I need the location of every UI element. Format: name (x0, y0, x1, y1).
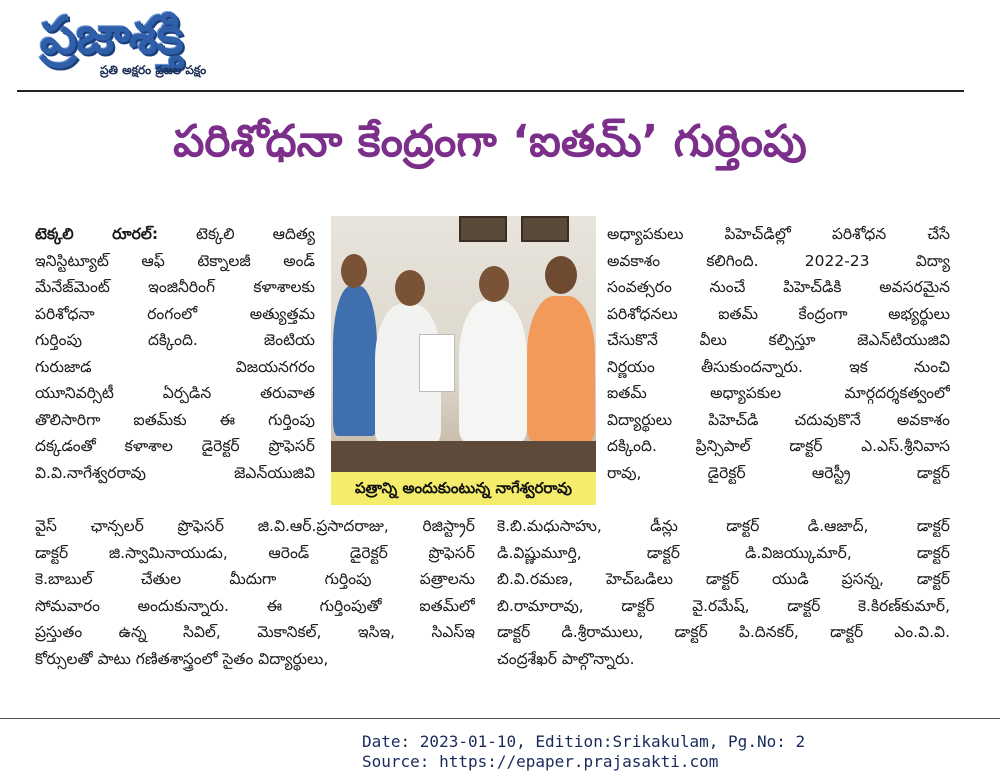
article-photo (331, 216, 596, 505)
article-line: విద్యార్థులు పిహెచ్‌డి చదువుకొనే అవకాశం (607, 410, 950, 429)
article-line: బి.రామారావు, డాక్టర్‌ వై.రమేష్‌, డాక్టర్‌ కె.కిరణ్‌కుమార్‌, (497, 596, 950, 615)
person-head (395, 270, 425, 306)
article-line: దక్కింది. ప్రిన్సిపాల్‌ డాక్టర్‌ ఎ.ఎస్‌.శ్రీనివాస (607, 437, 950, 455)
article-line: దక్కడంతో కళాశాల డైరెక్టర్‌ ప్రొఫెసర్‌ (35, 437, 315, 455)
certificate (419, 334, 455, 392)
person-head (545, 256, 577, 294)
article-column-right-lower (497, 513, 950, 672)
article-line: పరిశోధనలు ఐతమ్‌ కేంద్రంగా అభ్యర్థులు (607, 304, 950, 323)
person-figure (459, 300, 527, 442)
article-line: బి.వి.రమణ, హెచ్‌ఒడిలు డాక్టర్‌ యుడి ప్రసన్న, డాక్టర్‌ (497, 570, 950, 588)
article-line: కె.బాబుల్‌ చేతుల మీదుగా గుర్తింపు పత్రాలను (35, 570, 475, 588)
article-line: డాక్టర్‌ డి.శ్రీరాములు, డాక్టర్‌ పి.దినకర్‌, డాక్టర్‌ ఎం.వి.వి. (497, 623, 950, 641)
article-line: అధ్యాపకులు పిహెచ్‌డిల్లో పరిశోధన చేసే (607, 225, 950, 243)
article-dateline: టెక్కలి రూరల్‌: (35, 225, 159, 243)
article-column-left-lower (35, 513, 475, 672)
article-line: రావు, డైరెక్టర్‌ ఆరెస్ట్రీ డాక్టర్‌ (607, 463, 950, 482)
article-line: వైస్‌ ఛాన్సలర్‌ ప్రొఫెసర్‌ జి.వి.ఆర్‌.ప్రసాదరాజు, రిజిస్ట్రార్‌ (35, 517, 475, 535)
article-headline: పరిశోధనా కేంద్రంగా ‘ఐతమ్‌’ గుర్తింపు (173, 116, 807, 167)
person-head (341, 254, 367, 288)
footer-source-line: Source: https://epaper.prajasakti.com (362, 752, 719, 771)
article-line: మేనేజ్‌మెంట్‌ ఇంజినీరింగ్‌ కళాశాలకు (35, 278, 315, 296)
article-line: యూనివర్సిటీ ఏర్పడిన తరువాత (35, 384, 315, 402)
article-line: పరిశోధనా రంగంలో అత్యుత్తమ (35, 304, 315, 323)
masthead (40, 5, 320, 85)
article-line: అవకాశం కలిగింది. 2022-23 విద్యా (607, 251, 950, 270)
article-line: ఇనిస్టిట్యూట్‌ ఆఫ్‌ టెక్నాలజీ అండ్‌ (35, 251, 315, 270)
header-divider (17, 90, 964, 92)
footer-date-line: Date: 2023-01-10, Edition:Srikakulam, Pg.No: 2 (362, 732, 806, 751)
person-figure (333, 286, 377, 436)
article-column-right (607, 221, 950, 486)
footer-divider (0, 718, 1000, 719)
article-line: కోర్సులతో పాటు గణితశాస్త్రంలో సైతం విద్యార్థులు, (35, 649, 329, 668)
wall-frame (459, 216, 507, 242)
article-column-left (35, 221, 315, 486)
masthead-logo: ప్రజాశక్తి (40, 6, 183, 66)
photo-caption: పత్రాన్ని అందుకుంటున్న నాగేశ్వరరావు (331, 472, 596, 505)
article-line: నిర్ణయం తీసుకుందన్నారు. ఇక నుంచి (607, 357, 950, 376)
article-line: చేసుకొనే వీలు కల్పిస్తూ జెఎన్‌టియుజివి (607, 331, 950, 349)
article-line: సంవత్సరం నుంచే పిహెచ్‌డికి అవసరమైన (607, 278, 950, 296)
footer (362, 732, 805, 772)
article-line: తొలిసారిగా ఐతమ్‌కు ఈ గుర్తింపు (35, 410, 315, 429)
article-line (35, 221, 315, 248)
masthead-tagline: ప్రతి అక్షరం ప్రజల పక్షం (100, 63, 207, 77)
article-line: గుర్తింపు దక్కింది. జెంటియ (35, 331, 315, 349)
article-line: వి.వి.నాగేశ్వరరావు జెఎన్‌యుజివి (35, 463, 315, 482)
article-line: ఐతమ్‌ అధ్యాపకుల మార్గదర్శకత్వంలో (607, 384, 950, 402)
article-line: ప్రస్తుతం ఉన్న సివిల్‌, మెకానికల్‌, ఇసిఇ, సిఎస్‌ఇ (35, 623, 475, 641)
article-line: చంద్రశేఖర్‌ పాల్గొన్నారు. (497, 649, 635, 668)
article-line: గురుజాడ విజయనగరం (35, 357, 315, 376)
article-line: సోమవారం అందుకున్నారు. ఈ గుర్తింపుతో ఐతమ్‌లో (35, 596, 475, 615)
article-line: డి.విష్ణుమూర్తి, డాక్టర్‌ డి.విజయ్కుమార్‌, డాక్టర్‌ (497, 543, 950, 562)
person-head (479, 266, 509, 302)
wall-frame (521, 216, 569, 242)
article-line: డాక్టర్‌ జి.స్వామినాయుడు, ఆరెండ్‌ డైరెక్టర్‌ ప్రొఫెసర్‌ (35, 543, 475, 562)
article-text: టెక్కలి ఆదిత్య (158, 225, 315, 243)
person-figure (527, 296, 595, 442)
article-line: కె.బి.మధుసాహు, డీన్లు డాక్టర్‌ డి.ఆజాద్‌, డాక్టర్‌ (497, 517, 950, 535)
